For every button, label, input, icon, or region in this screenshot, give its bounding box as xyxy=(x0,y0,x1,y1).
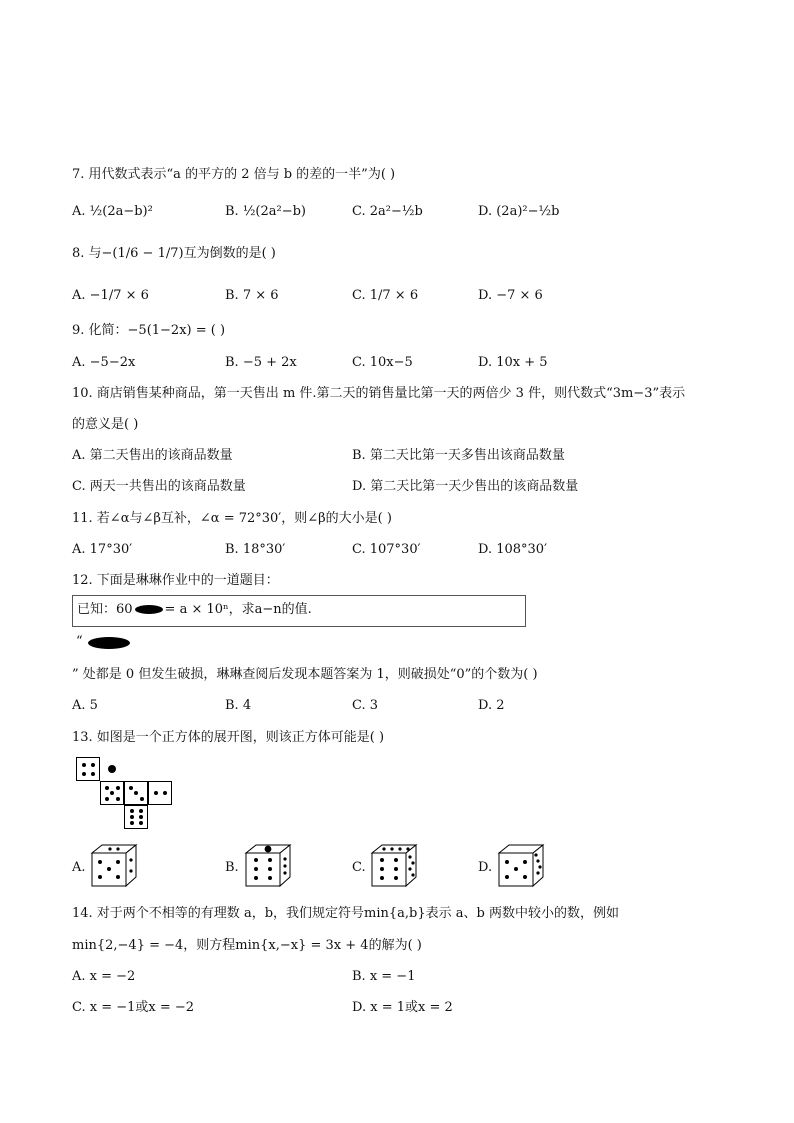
damaged-blot-icon xyxy=(135,605,163,614)
q14-stem-line1: 14. 对于两个不相等的有理数 a，b，我们规定符号min{a,b}表示 a、b 两数中较小的数，例如 xyxy=(72,906,619,921)
q13-option-c-label: C. xyxy=(352,860,366,875)
q10-stem-line1: 10. 商店销售某种商品，第一天售出 m 件.第二天的销售量比第一天的两倍少 3 件，则代数式“3m−3”表示 xyxy=(72,386,686,401)
cube-option-a-icon xyxy=(90,843,138,889)
cube-option-d-icon xyxy=(497,843,545,889)
q8-option-c: C. 1/7 × 6 xyxy=(352,288,419,303)
q13-stem: 13. 如图是一个正方体的展开图，则该正方体可能是( ) xyxy=(72,730,385,745)
q8-stem: 8. 与−(1/6 − 1/7)互为倒数的是( ) xyxy=(72,246,276,261)
q11-option-c: C. 107°30′ xyxy=(352,542,421,557)
net-face-five xyxy=(100,781,124,805)
q12-option-b: B. 4 xyxy=(225,698,252,713)
q14-stem-line2: min{2,−4} = −4，则方程min{x,−x} = 3x + 4的解为( ) xyxy=(72,938,422,953)
cube-net-figure xyxy=(76,757,180,833)
q12-option-d: D. 2 xyxy=(478,698,505,713)
q11-stem: 11. 若∠α与∠β互补，∠α = 72°30′，则∠β的大小是( ) xyxy=(72,511,392,526)
net-face-four xyxy=(76,757,100,781)
q7-option-b: B. ½(2a²−b) xyxy=(225,204,307,219)
q9-stem: 9. 化简：−5(1−2x) = ( ) xyxy=(72,323,226,338)
q10-option-b: B. 第二天比第一天多售出该商品数量 xyxy=(352,448,565,463)
q9-option-c: C. 10x−5 xyxy=(352,355,413,370)
q7-option-c: C. 2a²−½b xyxy=(352,204,423,219)
q12-box-suffix: = a × 10ⁿ，求a−n的值. xyxy=(164,602,312,617)
q12-option-a: A. 5 xyxy=(72,698,98,713)
q14-option-b: B. x = −1 xyxy=(352,969,416,984)
q12-option-c: C. 3 xyxy=(352,698,379,713)
q10-stem-line2: 的意义是( ) xyxy=(72,417,139,432)
q9-option-b: B. −5 + 2x xyxy=(225,355,297,370)
net-face-three xyxy=(124,781,148,805)
q12-box-text xyxy=(77,601,312,619)
cube-option-b-icon xyxy=(244,843,292,889)
q12-stem-line3: ” 处都是 0 但发生破损，琳琳查阅后发现本题答案为 1，则破损处“0”的个数为( ) xyxy=(72,667,538,682)
q10-option-a: A. 第二天售出的该商品数量 xyxy=(72,448,233,463)
q12-stem: 12. 下面是琳琳作业中的一道题目： xyxy=(72,573,279,588)
q7-stem: 7. 用代数式表示“a 的平方的 2 倍与 b 的差的一半”为( ) xyxy=(72,167,396,182)
net-face-two xyxy=(148,781,172,805)
q11-option-b: B. 18°30′ xyxy=(225,542,286,557)
cube-option-c-icon xyxy=(370,843,418,889)
q7-option-a: A. ½(2a−b)² xyxy=(72,204,153,219)
q7-option-d: D. (2a)²−½b xyxy=(478,204,560,219)
q14-option-d: D. x = 1或x = 2 xyxy=(352,1000,453,1015)
damaged-blot-large-icon xyxy=(88,637,130,649)
q10-option-d: D. 第二天比第一天少售出的该商品数量 xyxy=(352,479,579,494)
q14-option-a: A. x = −2 xyxy=(72,969,136,984)
q10-option-c: C. 两天一共售出的该商品数量 xyxy=(72,479,246,494)
q9-option-a: A. −5−2x xyxy=(72,355,136,370)
q12-quote-open: “ xyxy=(76,634,83,649)
q13-option-d-label: D. xyxy=(478,860,493,875)
net-face-six xyxy=(124,805,148,829)
q8-option-a: A. −1/7 × 6 xyxy=(72,288,149,303)
q9-option-d: D. 10x + 5 xyxy=(478,355,548,370)
q13-option-a-label: A. xyxy=(72,860,86,875)
q14-option-c: C. x = −1或x = −2 xyxy=(72,1000,195,1015)
q12-box-prefix: 已知：60 xyxy=(77,602,133,617)
q11-option-d: D. 108°30′ xyxy=(478,542,548,557)
q8-option-b: B. 7 × 6 xyxy=(225,288,279,303)
q13-option-b-label: B. xyxy=(225,860,239,875)
q8-option-d: D. −7 × 6 xyxy=(478,288,543,303)
q12-problem-box xyxy=(72,595,526,627)
net-face-one xyxy=(100,757,124,781)
q11-option-a: A. 17°30′ xyxy=(72,542,133,557)
